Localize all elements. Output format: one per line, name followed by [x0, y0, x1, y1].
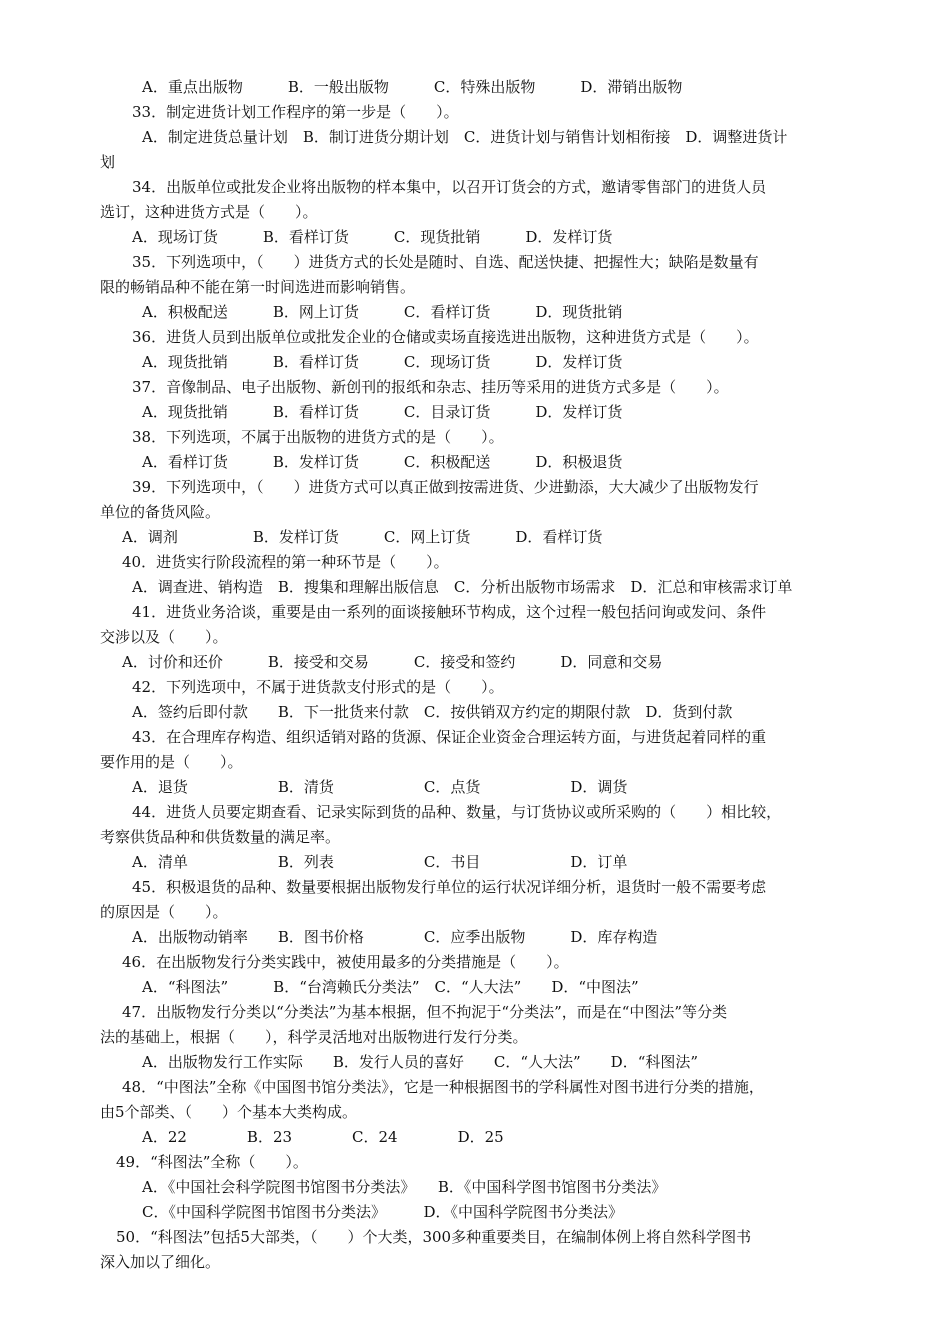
options-q32: A．重点出版物 B．一般出版物 C．特殊出版物 D．滞销出版物 — [142, 78, 683, 96]
question-36: 36．进货人员到出版单位或批发企业的仓储或卖场直接选进出版物，这种进货方式是（ ）。 — [132, 328, 759, 346]
question-44-continued: 考察供货品种和供货数量的满足率。 — [100, 828, 341, 846]
question-35: 35．下列选项中，（ ）进货方式的长处是随时、自选、配送快捷、把握性大；缺陷是数量有 — [132, 253, 759, 271]
question-43: 43．在合理库存构造、组织适销对路的货源、保证企业资金合理运转方面，与进货起着同样的重 — [132, 728, 767, 746]
question-39-continued: 单位的备货风险。 — [100, 503, 221, 521]
question-35-continued: 限的畅销品种不能在第一时间选进而影响销售。 — [100, 278, 416, 296]
question-43-continued: 要作用的是（ ）。 — [100, 753, 243, 771]
options-q49-ab: A．《中国社会科学院图书馆图书分类法》 B．《中国科学图书馆图书分类法》 — [142, 1178, 667, 1196]
options-q44: A．清单 B．列表 C．书目 D．订单 — [132, 853, 628, 871]
question-37: 37．音像制品、电子出版物、新创刊的报纸和杂志、挂历等采用的进货方式多是（ ）。 — [132, 378, 729, 396]
question-47-continued: 法的基础上，根据（ ），科学灵活地对出版物进行发行分类。 — [100, 1028, 528, 1046]
options-q33-continued: 划 — [100, 153, 116, 171]
question-48: 48．“中图法”全称《中国图书馆分类法》，它是一种根据图书的学科属性对图书进行分类的措施， — [122, 1078, 764, 1096]
options-q47: A．出版物发行工作实际 B．发行人员的喜好 C．“人大法” D．“科图法” — [142, 1053, 699, 1071]
options-q35: A．积极配送 B．网上订货 C．看样订货 D．现货批销 — [142, 303, 623, 321]
question-33: 33．制定进货计划工作程序的第一步是（ ）。 — [132, 103, 459, 121]
question-50: 50．“科图法”包括5大部类，（ ）个大类，300多种重要类目，在编制体例上将自然科学图书 — [116, 1228, 752, 1246]
options-q43: A．退货 B．清货 C．点货 D．调货 — [132, 778, 628, 796]
options-q41: A．讨价和还价 B．接受和交易 C．接受和签约 D．同意和交易 — [122, 653, 663, 671]
options-q49-cd: C．《中国科学院图书馆图书分类法》 D．《中国科学院图书分类法》 — [142, 1203, 624, 1221]
question-48-continued: 由5个部类、（ ）个基本大类构成。 — [100, 1103, 358, 1121]
question-45-continued: 的原因是（ ）。 — [100, 903, 228, 921]
options-q46: A．“科图法” B．“台湾赖氏分类法” C．“人大法” D．“中图法” — [142, 978, 639, 996]
question-38: 38．下列选项，不属于出版物的进货方式的是（ ）。 — [132, 428, 504, 446]
options-q38: A．看样订货 B．发样订货 C．积极配送 D．积极退货 — [142, 453, 623, 471]
options-q37: A．现货批销 B．看样订货 C．目录订货 D．发样订货 — [142, 403, 623, 421]
question-34: 34．出版单位或批发企业将出版物的样本集中，以召开订货会的方式，邀请零售部门的进货人员 — [132, 178, 767, 196]
options-q36: A．现货批销 B．看样订货 C．现场订货 D．发样订货 — [142, 353, 623, 371]
question-40: 40．进货实行阶段流程的第一种环节是（ ）。 — [122, 553, 449, 571]
options-q48: A．22 B．23 C．24 D．25 — [142, 1128, 504, 1146]
question-50-continued: 深入加以了细化。 — [100, 1253, 221, 1271]
options-q40: A．调查进、销构造 B．搜集和理解出版信息 C．分析出版物市场需求 D．汇总和审核需求订单 — [132, 578, 793, 596]
question-34-continued: 选订，这种进货方式是（ ）。 — [100, 203, 318, 221]
question-47: 47．出版物发行分类以“分类法”为基本根据，但不拘泥于“分类法”，而是在“中图法”等分类 — [122, 1003, 728, 1021]
question-46: 46．在出版物发行分类实践中，被使用最多的分类措施是（ ）。 — [122, 953, 569, 971]
options-q34: A．现场订货 B．看样订货 C．现货批销 D．发样订货 — [132, 228, 613, 246]
options-q42: A．签约后即付款 B．下一批货来付款 C．按供销双方约定的期限付款 D．货到付款 — [132, 703, 733, 721]
question-41-continued: 交涉以及（ ）。 — [100, 628, 228, 646]
options-q45: A．出版物动销率 B．图书价格 C．应季出版物 D．库存构造 — [132, 928, 658, 946]
question-39: 39．下列选项中，（ ）进货方式可以真正做到按需进货、少进勤添，大大减少了出版物发行 — [132, 478, 759, 496]
options-q39: A．调剂 B．发样订货 C．网上订货 D．看样订货 — [122, 528, 603, 546]
question-45: 45．积极退货的品种、数量要根据出版物发行单位的运行状况详细分析，退货时一般不需要考虑 — [132, 878, 767, 896]
question-41: 41．进货业务洽谈，重要是由一系列的面谈接触环节构成，这个过程一般包括问询或发问、条件 — [132, 603, 767, 621]
question-44: 44．进货人员要定期查看、记录实际到货的品种、数量，与订货协议或所采购的（ ）相比较， — [132, 803, 782, 821]
options-q33: A．制定进货总量计划 B．制订进货分期计划 C．进货计划与销售计划相衔接 D．调整进货计 — [142, 128, 788, 146]
question-49: 49．“科图法”全称（ ）。 — [116, 1153, 308, 1171]
question-42: 42．下列选项中，不属于进货款支付形式的是（ ）。 — [132, 678, 504, 696]
